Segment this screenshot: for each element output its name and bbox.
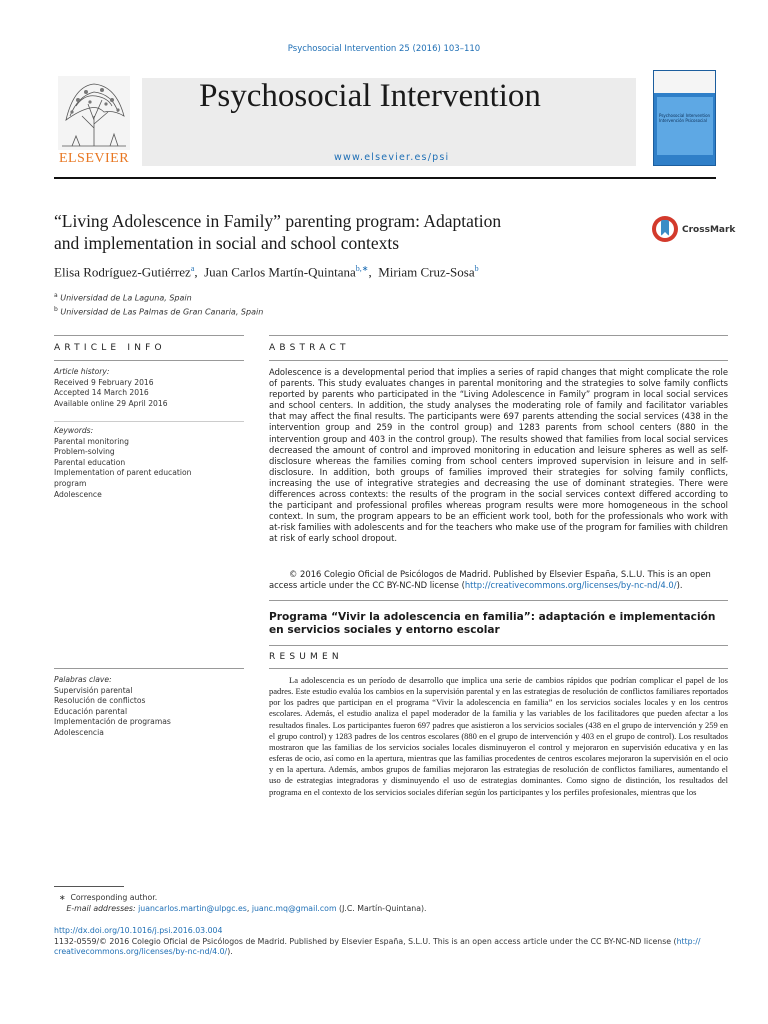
palabra-item: Implementación de programas — [54, 717, 171, 727]
author-name: Miriam Cruz-Sosa — [378, 264, 475, 280]
cover-title-line2: Intervención Psicosocial — [659, 118, 707, 123]
info-subrule — [54, 360, 244, 361]
author-mark[interactable]: a — [190, 264, 195, 273]
license-link[interactable]: http:// — [676, 936, 701, 946]
author-name: Juan Carlos Martín-Quintana — [204, 264, 356, 280]
palabra-item: Supervisión parental — [54, 685, 133, 695]
keyword-item: Parental education — [54, 457, 126, 467]
author-list: Elisa Rodríguez-Gutiérrez$^a$, Juan Carlos Martín-Quintana$^{b,∗}$, Miriam Cruz-Sosa$^b$ — [54, 264, 479, 280]
email-link[interactable]: juanc.mq@gmail.com — [251, 903, 337, 913]
keywords-block — [54, 426, 244, 500]
article-title — [54, 210, 614, 254]
abstract-subrule — [269, 360, 728, 361]
doi-block — [54, 926, 734, 958]
corresponding-text: Corresponding author. — [70, 893, 158, 902]
palabras-rule — [54, 668, 244, 669]
keywords-label: Keywords: — [54, 426, 94, 435]
issn-line-2 — [54, 947, 734, 958]
email-link[interactable]: juancarlos.martin@ulpgc.es — [138, 903, 247, 913]
cover-panel — [657, 97, 713, 155]
received-date: Received 9 February 2016 — [54, 377, 154, 387]
article-info-heading: ARTICLE INFO — [54, 343, 166, 353]
email-suffix: (J.C. Martín-Quintana). — [336, 903, 427, 913]
article-history — [54, 367, 244, 409]
resumen-subrule — [269, 668, 728, 669]
abstract-copyright — [269, 569, 728, 591]
article-title-line1: “Living Adolescence in Family” parenting program: Adaptation — [54, 211, 502, 231]
affiliation-mark: b — [54, 305, 58, 313]
keyword-item: program — [54, 478, 87, 488]
journal-reference: Psychosocial Intervention 25 (2016) 103–110 — [287, 44, 481, 54]
affiliations — [54, 290, 263, 317]
issn-text: 1132-0559/© 2016 Colegio Oficial de Psicólogos de Madrid. Published by Elsevier España, S.L.U. This is an open access article under the CC BY-NC-ND license ( — [54, 936, 677, 946]
history-divider — [54, 421, 244, 422]
author-mark[interactable]: b — [474, 264, 479, 273]
author-name: Elisa Rodríguez-Gutiérrez — [54, 264, 191, 280]
spanish-title-line2: en servicios sociales y entorno escolar — [269, 624, 500, 636]
cover-title-line1: Psychosocial Intervention — [659, 113, 711, 118]
available-date: Available online 29 April 2016 — [54, 398, 168, 408]
license-link[interactable]: http://creativecommons.org/licenses/by-nc-nd/4.0/ — [464, 580, 677, 591]
article-title-line2: and implementation in social and school contexts — [54, 233, 400, 253]
journal-url[interactable]: www.elsevier.es/psi — [334, 152, 450, 163]
spanish-title-line1: Programa “Vivir la adolescencia en familia”: adaptación e implementación — [269, 611, 716, 623]
license-link[interactable]: creativecommons.org/licenses/by-nc-nd/4.0/ — [54, 947, 228, 956]
affiliation-mark: a — [54, 292, 58, 299]
affiliation-text: Universidad de Las Palmas de Gran Canaria, Spain — [60, 307, 264, 317]
keyword-item: Problem-solving — [54, 447, 115, 457]
copyright-text: © 2016 Colegio Oficial de Psicólogos de Madrid. Published by Elsevier España, S.L.U. This is an open access article under the CC BY-NC-ND license ( — [269, 569, 711, 591]
doi-link[interactable]: http://dx.doi.org/10.1016/j.psi.2016.03.004 — [54, 926, 223, 935]
affiliation-item — [54, 290, 263, 304]
email-line: E-mail addresses: juancarlos.martin@ulpgc.es, juanc.mq@gmail.com (J.C. Martín-Quintana). — [66, 903, 427, 913]
corresponding-line: ∗ Corresponding author. — [54, 893, 158, 902]
keyword-item: Parental monitoring — [54, 436, 129, 446]
affiliation-item — [54, 304, 263, 318]
affiliation-text: Universidad de La Laguna, Spain — [60, 293, 192, 303]
palabra-item: Resolución de conflictos — [54, 696, 146, 706]
corresponding-footnote — [54, 893, 714, 914]
footnote-rule — [54, 886, 124, 887]
cover-title — [659, 113, 710, 123]
accepted-date: Accepted 14 March 2016 — [54, 388, 149, 398]
palabras-block — [54, 675, 244, 739]
resumen-heading: RESUMEN — [269, 652, 343, 662]
info-rule — [54, 335, 244, 336]
masthead-rule — [54, 177, 716, 179]
issn-line — [54, 937, 734, 948]
crossmark-label[interactable]: CrossMark — [682, 225, 736, 235]
journal-title: Psychosocial Intervention — [199, 78, 541, 114]
spanish-title — [269, 611, 728, 637]
palabras-label: Palabras clave: — [54, 675, 112, 684]
copyright-suffix: ). — [676, 580, 683, 591]
history-label: Article history: — [54, 367, 110, 376]
palabra-item: Adolescencia — [54, 727, 104, 737]
masthead — [54, 66, 716, 168]
abstract-rule — [269, 335, 728, 336]
abstract-end-rule — [269, 600, 728, 601]
license-suffix: ). — [227, 947, 233, 956]
cover-header-strip — [654, 71, 715, 93]
keyword-item: Adolescence — [54, 489, 102, 499]
abstract-body: Adolescence is a developmental period that implies a series of rapid changes that might complicate the role of parents. This study evaluates changes in parental monitoring and the strategies to solve family conflicts reported by parents who participated in the “Living Adolescence in Family” program in local social services and school centers. In addition, the study analyses the moderating role of family and facilitator variables that may affect the final results. The participants were 697 parents attending the social services (438 in the intervention group and 259 in the control group) and 1283 parents from school centers (880 in the intervention group and 403 in the control group). The results showed that families from local social services decreased the amount of control and improved monitoring in education and leisure spheres as well as self-disclosure whereas the families coming from school centers improved supervision in leisure and in self-disclosure. In addition, both groups of families improved their strategies for solving family conflicts, increasing the use of integrative strategies and decreasing the use of dominant strategies. There were differences across contexts: the results of the program in the social services context differed according to the participant and professional profiles whereas program results were more homogeneous in the school context. In sum, the program appears to be an efficient work tool, both for the professionals who work with at-risk families with adolescents and for the teachers who make use of the program for families with children at risk of early school dropout. — [269, 367, 728, 544]
abstract-heading: ABSTRACT — [269, 343, 350, 353]
email-label: E-mail addresses: — [66, 903, 136, 913]
resumen-body: La adolescencia es un período de desarrollo que implica una serie de cambios rápidos que podrían complicar el papel de los padres. Este estudio evalúa los cambios en la supervisión parental y en las estrategias de resolución de conflictos familiares reportados por los padres que participan en el programa “Vivir la adolescencia en familia” en los servicios sociales locales y en los centros escolares. Además, el estudio analiza el papel moderador de la familia y las variables de los facilitadores que pueden afectar a los resultados finales. Los participantes fueron 697 padres que asistieron a los servicios sociales (438 en el grupo de intervención y 259 en el grupo control) y 1283 padres de los centros escolares (880 en el grupo de intervención y 403 en el grupo de control). Los resultados mostraron que las familias de los servicios sociales locales disminuyeron el control y mejoraron en supervisión educativa y en las esferas de ocio, así como en la apertura, mientras que las familias procedentes de centros escolares mejoraron la supervisión en el ocio y en la apertura. Además, ambos grupos de familias mejoraron las estrategias de resolución de conflictos familiares, aumentando el uso de estrategias integradoras y disminuyendo el uso de estrategias dominantes. Como signo de distinción, los resultados del programa en el contexto de los servicios sociales diferían según los participantes y los perfiles profesionales, mientras que los — [269, 675, 728, 797]
author-mark[interactable]: b,∗ — [355, 264, 369, 273]
resumen-rule — [269, 645, 728, 646]
publisher-name: ELSEVIER — [58, 151, 130, 166]
keyword-item: Implementation of parent education — [54, 468, 192, 478]
journal-cover-image — [653, 70, 716, 166]
palabra-item: Educación parental — [54, 706, 128, 716]
